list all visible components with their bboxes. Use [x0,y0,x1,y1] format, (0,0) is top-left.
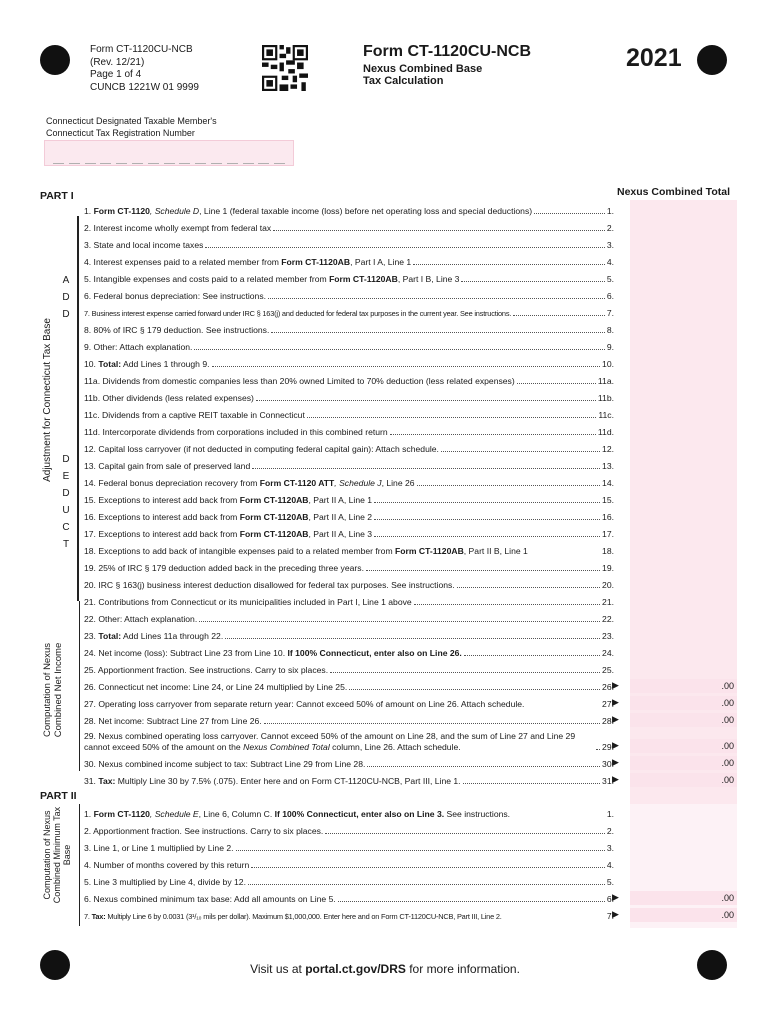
dot-leader [413,264,605,265]
arrow-right-icon: ▶ [612,740,619,750]
part-1-line-row [84,693,614,710]
dot-leader [268,298,605,299]
registration-label [46,116,217,139]
line-number: 1. [606,809,614,819]
line-text-bold: Form CT-1120 [93,809,150,819]
line-number: 4. [606,860,614,870]
dot-leader [513,315,605,316]
side-letter: D [62,488,70,499]
side-label-tax-base: Adjustment for Connecticut Tax Base [42,318,53,482]
line-text: 17. Exceptions to interest add back from Form CT-1120AB, Part II A, Line 3 [84,529,373,539]
amount-input[interactable]: .00 [630,773,737,787]
dot-leader [256,400,596,401]
line-number: 8. [606,325,614,335]
line-text-bold: Total: [98,631,122,641]
line-number: 24. [602,648,614,658]
registration-digit-slot [100,163,111,164]
line-number: 20. [602,580,614,590]
dot-leader [236,850,605,851]
side-label-net-income-text: Computation of Nexus Combined Net Income [42,642,64,738]
line-number: 17. [602,529,614,539]
line-text-bold: Form CT-1120 ATT [259,478,335,488]
line-text: 29. Nexus combined operating loss carryover. Cannot exceed 50% of the amount on Line 28, and the sum of Line 27 and Line 29 cannot exceed 50% of the amount on the Nexus Combined Total column, Line 26. Attach schedule. [84,731,576,752]
part-1-line-row [84,370,614,387]
part-2-label: PART II [40,790,77,802]
line-text: 7. Business interest expense carried forward under IRC § 163(j) and deducted for federal tax purposes in the current year. See instructions. [84,309,512,318]
line-number: 13. [602,461,614,471]
registration-digit-slot [211,163,222,164]
part-1-line-row [84,625,614,642]
line-text: 12. Capital loss carryover (if not deducted in computing federal capital gain): Attach schedule. [84,444,439,454]
form-revision: (Rev. 12/21) [90,56,145,68]
line-text: 18. Exceptions to add back of intangible expenses paid to a related member from Form CT-1120AB, Part II B, Line 1 [84,546,528,556]
registration-digit-slot [69,163,80,164]
dot-leader [349,689,600,690]
line-text-bold: If 100% Connecticut, enter also on Line 26. [287,648,462,658]
part-2-line-row [84,803,614,820]
part-1-line-row [84,336,614,353]
registration-digit-slot [243,163,254,164]
line-text: 6. Federal bonus depreciation: See instructions. [84,291,267,301]
dot-leader [264,723,600,724]
side-bar-net-income [79,601,80,771]
part-1-line-row [84,591,614,608]
part-1-line-row [84,506,614,523]
part-1-line-row [84,523,614,540]
part-1-line-row [84,608,614,625]
registration-mark-top-right [697,45,727,75]
dot-leader [374,502,600,503]
part-1-line-row [84,302,614,319]
dot-leader [374,519,600,520]
line-text-italic: , Schedule E [149,809,199,819]
line-number: 1. [606,206,614,216]
line-text: 3. State and local income taxes [84,240,204,250]
line-number: 10. [602,359,614,369]
part-1-line-row [84,251,614,268]
registration-label-line-1: Connecticut Designated Taxable Member's [46,116,217,126]
side-letter: U [62,505,70,516]
dot-leader [252,468,600,469]
line-text: 19. 25% of IRC § 179 deduction added back in the preceding three years. [84,563,364,573]
line-text-bold: Form CT-1120AB [239,495,309,505]
line-text-italic: , Schedule J [334,478,382,488]
line-text: 23. Total: Add Lines 11a through 22. [84,631,224,641]
line-number: 14. [602,478,614,488]
title-block [363,43,531,87]
dot-leader [199,621,600,622]
registration-digit-slot [85,163,96,164]
line-text-bold: Total: [98,359,122,369]
line-text: 1. Form CT-1120, Schedule E, Line 6, Column C. If 100% Connecticut, enter also on Line 3. See instructions. [84,809,511,819]
line-text: 10. Total: Add Lines 1 through 9. [84,359,210,369]
line-number: 2. [606,826,614,836]
registration-digit-slot [258,163,269,164]
footer-link[interactable]: portal.ct.gov/DRS [305,962,406,976]
part-1-line-row [84,438,614,455]
line-text-bold: Form CT-1120AB [395,546,464,556]
add-letters [60,272,72,323]
form-subtitle-2: Tax Calculation [363,75,444,87]
line-number: 19. [602,563,614,573]
line-number: 16. [602,512,614,522]
dot-leader [251,867,605,868]
line-text: 11b. Other dividends (less related expenses) [84,393,254,403]
line-number: 5. [606,274,614,284]
registration-label-line-2: Connecticut Tax Registration Number [46,127,195,138]
line-number: 11a. [597,376,614,386]
line-number: 25. [602,665,614,675]
dot-leader [225,638,600,639]
dot-leader [271,332,604,333]
line-text: 1. Form CT-1120, Schedule D, Line 1 (federal taxable income (loss) before net operating loss and special deductions) [84,206,533,216]
part-1-line-row [84,753,614,770]
line-text: 7. Tax: Multiply Line 6 by 0.0031 (3¹/₁₀ mils per dollar). Maximum $1,000,000. Enter here and on Form CT-1120CU-NCB, Part III, Line 2. [84,912,502,921]
side-letter: A [62,275,70,286]
line-number: 26. [602,682,614,692]
dot-leader [330,672,600,673]
side-label-net-income [42,635,64,745]
line-number: 11d. [597,427,614,437]
amount-input[interactable]: .00 [630,713,737,727]
registration-digit-slot [179,163,190,164]
line-text: 15. Exceptions to interest add back from Form CT-1120AB, Part II A, Line 1 [84,495,373,505]
dot-leader [194,349,604,350]
arrow-right-icon: ▶ [612,892,619,902]
side-bar-tax-base [77,216,79,601]
part-1-line-row [84,404,614,421]
line-number: 22. [602,614,614,624]
dot-leader [414,604,600,605]
amount-input[interactable]: .00 [630,756,737,770]
part-1-line-row [84,285,614,302]
side-letter: D [62,454,70,465]
line-number: 5. [606,877,614,887]
line-number: 7. [606,911,614,921]
line-number: 11c. [598,410,614,420]
line-text: 5. Line 3 multiplied by Line 4, divide by 12. [84,877,246,887]
side-letter: D [62,292,70,303]
footer [0,962,770,976]
line-text: 25. Apportionment fraction. See instructions. Carry to six places. [84,665,329,675]
line-number: 7. [606,308,614,318]
line-text: 24. Net income (loss): Subtract Line 23 from Line 10. If 100% Connecticut, enter also on Line 26. [84,648,462,658]
line-text: 13. Capital gain from sale of preserved land [84,461,251,471]
footer-text-pre: Visit us at [250,962,306,976]
line-number: 3. [606,240,614,250]
dot-leader [517,383,596,384]
line-number: 31. [602,776,614,786]
line-number: 28. [602,716,614,726]
dot-leader [461,281,604,282]
dot-leader [534,213,605,214]
part-1-line-row [84,455,614,472]
page-number: Page 1 of 4 [90,69,142,80]
arrow-right-icon: ▶ [612,714,619,724]
line-text-bold: Form CT-1120AB [329,274,398,284]
form-id-block [90,44,199,94]
part-1-line-row [84,574,614,591]
part-1-label: PART I [40,190,74,202]
amount-input[interactable]: .00 [630,696,737,710]
line-text: 11c. Dividends from a captive REIT taxable in Connecticut [84,410,305,420]
line-number: 21. [602,597,614,607]
registration-digit-slot [53,163,64,164]
line-text-bold: Form CT-1120AB [239,529,309,539]
part-1-line-row [84,319,614,336]
dot-leader [463,783,600,784]
form-subtitle-1: Nexus Combined Base [363,63,483,75]
dot-leader [596,749,600,750]
part-1-line-row [84,659,614,676]
form-id: Form CT-1120CU-NCB [90,44,193,55]
line-text-bold: Tax: [91,912,106,921]
line-number: 11b. [597,393,614,403]
part-2-line-row [84,820,614,837]
dot-leader [205,247,604,248]
dot-leader [417,485,600,486]
line-text-bold: Form CT-1120 [93,206,150,216]
line-number: 15. [602,495,614,505]
line-number: 9. [606,342,614,352]
line-text: 9. Other: Attach explanation. [84,342,193,352]
dot-leader [212,366,601,367]
dot-leader [457,587,600,588]
arrow-right-icon: ▶ [612,697,619,707]
part-1-line-row [84,557,614,574]
part-1-line-row [84,710,614,727]
part-1-line-row [84,489,614,506]
part-1-line-row [84,642,614,659]
part-1-line-row [84,217,614,234]
line-text: 27. Operating loss carryover from separate return year: Cannot exceed 50% of amount on Line 26. Attach schedule. [84,699,525,709]
part-2-line-row [84,905,614,922]
line-text: 8. 80% of IRC § 179 deduction. See instructions. [84,325,270,335]
part-1-line-row [84,421,614,438]
line-text: 16. Exceptions to interest add back from Form CT-1120AB, Part II A, Line 2 [84,512,373,522]
side-letter: E [62,471,70,482]
line-number: 27. [602,699,614,709]
line-number: 23. [602,631,614,641]
amount-input[interactable]: .00 [630,891,737,905]
line-number: 4. [606,257,614,267]
form-code: CUNCB 1221W 01 9999 [90,81,199,93]
line-text-italic: Nexus Combined Total [243,742,330,752]
arrow-right-icon: ▶ [612,757,619,767]
dot-leader [464,655,600,656]
part-1-line-row [84,676,614,693]
side-letter: D [62,309,70,320]
side-letter: T [62,539,70,550]
line-text-bold: If 100% Connecticut, enter also on Line 3. [274,809,445,819]
line-text-italic: , Schedule D [149,206,200,216]
line-text: 22. Other: Attach explanation. [84,614,198,624]
dot-leader [273,230,605,231]
dot-leader [248,884,605,885]
part-1-line-row [84,540,614,557]
line-text: 2. Apportionment fraction. See instructions. Carry to six places. [84,826,324,836]
part-2-line-row [84,854,614,871]
line-text-bold: Tax: [98,776,116,786]
line-number: 6. [606,894,614,904]
line-number: 3. [606,843,614,853]
tax-year: 2021 [626,44,682,72]
registration-digit-slot [164,163,175,164]
line-text: 3. Line 1, or Line 1 multiplied by Line 2. [84,843,234,853]
part-1-line-row [84,770,614,787]
line-text: 14. Federal bonus depreciation recovery from Form CT-1120 ATT, Schedule J, Line 26 [84,478,415,488]
line-text: 6. Nexus combined minimum tax base: Add all amounts on Line 5. [84,894,336,904]
side-label-minimum-tax [42,805,72,905]
dot-leader [441,451,600,452]
line-text: 28. Net income: Subtract Line 27 from Line 26. [84,716,262,726]
dot-leader [374,536,600,537]
registration-number-input[interactable] [44,140,294,166]
arrow-right-icon: ▶ [612,680,619,690]
amount-input[interactable]: .00 [630,679,737,693]
line-text: 21. Contributions from Connecticut or its municipalities included in Part I, Line 1 above [84,597,412,607]
amount-input[interactable]: .00 [630,908,737,922]
part-1-line-row [84,268,614,285]
footer-text-post: for more information. [405,962,520,976]
line-number: 18. [602,546,614,556]
registration-digit-slot [274,163,285,164]
part-1-line-row [84,200,614,217]
dot-leader [366,570,600,571]
line-text-bold: Form CT-1120AB [239,512,309,522]
part-1-line-row [84,472,614,489]
dot-leader [367,766,600,767]
dot-leader [325,833,605,834]
registration-digit-slot [227,163,238,164]
dot-leader [307,417,597,418]
line-number: 29. [602,742,614,752]
registration-digit-slot [116,163,127,164]
arrow-right-icon: ▶ [612,774,619,784]
part-1-line-row [84,353,614,370]
line-text: 11d. Intercorporate dividends from corporations included in this combined return [84,427,388,437]
line-number: 6. [606,291,614,301]
dot-leader [390,434,596,435]
nexus-combined-total-heading: Nexus Combined Total [617,186,730,198]
line-text: 2. Interest income wholly exempt from federal tax [84,223,272,233]
arrow-right-icon: ▶ [612,909,619,919]
registration-digit-slot [195,163,206,164]
part-2-line-row [84,837,614,854]
part-1-line-row [84,387,614,404]
dot-leader [338,901,605,902]
line-number: 2. [606,223,614,233]
side-letter: C [62,522,70,533]
line-text: 20. IRC § 163(j) business interest deduction disallowed for federal tax purposes. See instructions. [84,580,455,590]
side-bar-minimum-tax [79,804,80,926]
registration-mark-top-left [40,45,70,75]
registration-digit-slot [148,163,159,164]
part-1-line-row [84,234,614,251]
line-text: 31. Tax: Multiply Line 30 by 7.5% (.075). Enter here and on Form CT-1120CU-NCB, Part III, Line 1. [84,776,461,786]
line-text: 26. Connecticut net income: Line 24, or Line 24 multiplied by Line 25. [84,682,348,692]
part-2-line-row [84,871,614,888]
part-1-line-row [84,727,614,753]
line-text: 30. Nexus combined income subject to tax: Subtract Line 29 from Line 28. [84,759,366,769]
line-text: 4. Number of months covered by this return [84,860,250,870]
registration-digit-slot [132,163,143,164]
line-text: 5. Intangible expenses and costs paid to a related member from Form CT-1120AB, Part I B, Line 3 [84,274,460,284]
line-text: 4. Interest expenses paid to a related member from Form CT-1120AB, Part I A, Line 1 [84,257,412,267]
qr-code-icon [262,45,308,91]
side-label-minimum-tax-text: Computation of Nexus Combined Minimum Tax Base [42,806,72,904]
part-2-line-row [84,888,614,905]
line-text: 11a. Dividends from domestic companies less than 20% owned Limited to 70% deduction (less related expenses) [84,376,515,386]
line-text-bold: Form CT-1120AB [281,257,351,267]
form-title: Form CT-1120CU-NCB [363,43,532,60]
deduct-letters [60,451,72,553]
line-number: 12. [602,444,614,454]
line-number: 30. [602,759,614,769]
amount-input[interactable]: .00 [630,739,737,753]
